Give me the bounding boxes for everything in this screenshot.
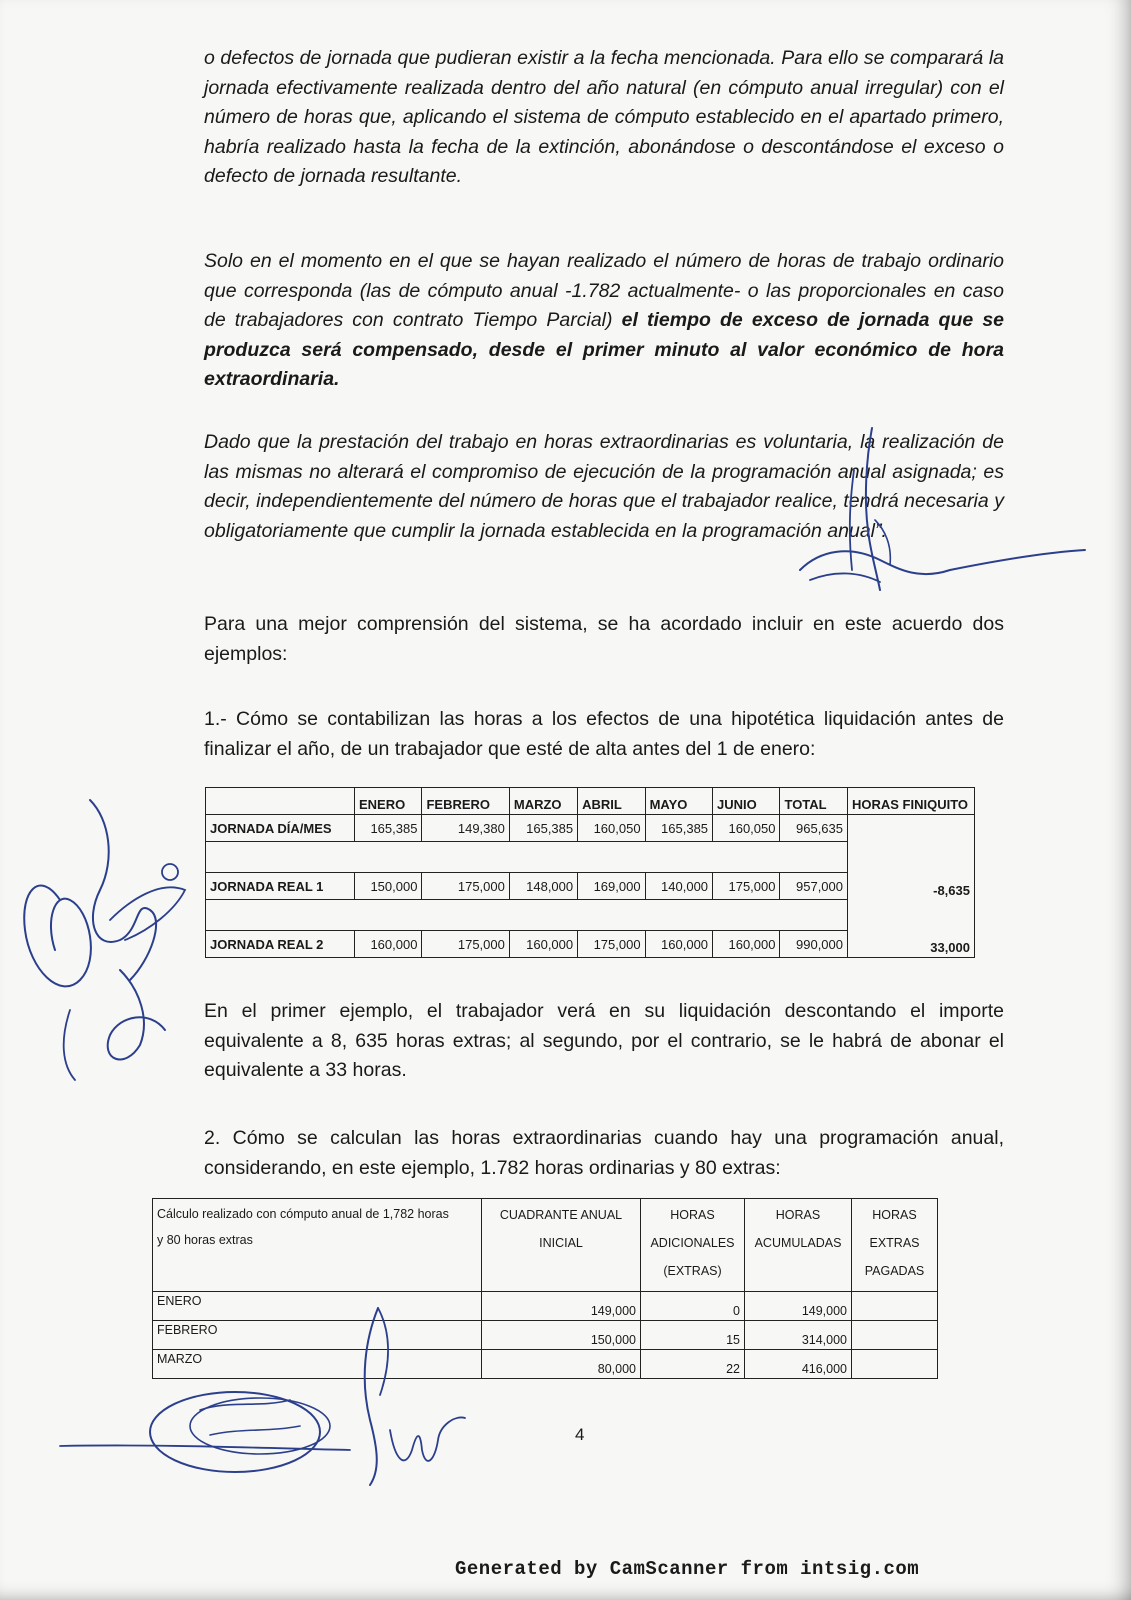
table-cell: 149,380 (422, 815, 509, 842)
description-line: Cálculo realizado con cómputo anual de 1,782 horas (157, 1207, 449, 1221)
table-cell: 160,000 (713, 931, 780, 958)
table-cell: 149,000 (482, 1292, 641, 1321)
paragraph-6: En el primer ejemplo, el trabajador verá en su liquidación descontando el importe equivalente a 8, 635 horas extras; al segundo, por el contrario, se le habrá de abonar el equivalente a 33 horas. (204, 1000, 1004, 1081)
column-header (852, 1199, 938, 1292)
header-line: HORAS (670, 1208, 715, 1222)
column-header (745, 1199, 852, 1292)
table-row (206, 873, 975, 900)
description-line: y 80 horas extras (157, 1233, 253, 1247)
table-row (206, 815, 975, 842)
column-header: MARZO (509, 788, 577, 815)
table-cell: 149,000 (745, 1292, 852, 1321)
table-cell: 175,000 (422, 873, 509, 900)
column-header: ABRIL (578, 788, 645, 815)
table-cell: 990,000 (780, 931, 848, 958)
header-line: HORAS (872, 1208, 917, 1222)
column-header: FEBRERO (422, 788, 509, 815)
camscanner-footer: Generated by CamScanner from intsig.com (455, 1558, 920, 1580)
table-cell: 22 (641, 1350, 745, 1379)
header-line: ADICIONALES (650, 1236, 735, 1250)
table-cell: 150,000 (482, 1321, 641, 1350)
header-line: CUADRANTE ANUAL (499, 1208, 623, 1222)
table-cell: 160,000 (645, 931, 712, 958)
table-cell: 416,000 (745, 1350, 852, 1379)
table-cell: 150,000 (355, 873, 422, 900)
paragraph-2-bold: el tiempo de exceso de jornada que se produzca será compensado, desde el primer minuto al valor económico de hora extraordinaria. (204, 309, 1005, 390)
row-label: JORNADA REAL 2 (206, 931, 355, 958)
table-cell: 160,000 (355, 931, 422, 958)
paragraph-2 (204, 247, 1004, 395)
column-header: TOTAL (780, 788, 848, 815)
header-line: (EXTRAS) (663, 1264, 722, 1278)
month-cell: FEBRERO (153, 1321, 482, 1350)
header-line: HORAS (775, 1208, 821, 1222)
table-cell (852, 1350, 938, 1379)
row-label: JORNADA REAL 1 (206, 873, 355, 900)
column-header: HORAS FINIQUITO (848, 788, 975, 815)
table-spacer (206, 900, 975, 931)
table-cell: 175,000 (578, 931, 645, 958)
column-header: ENERO (355, 788, 422, 815)
table-cell: 140,000 (645, 873, 712, 900)
paragraph-1: o defectos de jornada que pudieran existir a la fecha mencionada. Para ello se comparará la jornada efectivamente realizada dentro del año natural (en cómputo anual irregular) con el número de horas que, aplicando el sistema de cómputo establecido en el apartado primero, habría realizado hasta la fecha de la extinción, abonándose o descontándose el exceso o defecto de jornada resultante. (204, 47, 1004, 187)
table-cell: 314,000 (745, 1321, 852, 1350)
table-cell: 160,050 (713, 815, 780, 842)
paragraph-7: 2. Cómo se calculan las horas extraordinarias cuando hay una programación anual, considerando, en este ejemplo, 1.782 horas ordinarias y 80 extras: (204, 1127, 1004, 1179)
signature-right-margin (780, 420, 1100, 620)
table-cell: 165,385 (355, 815, 422, 842)
table-description (153, 1199, 482, 1292)
table-cell: 0 (641, 1292, 745, 1321)
finiquito-cell: 33,000 (848, 931, 975, 958)
column-header (641, 1199, 745, 1292)
header-line: INICIAL (539, 1236, 583, 1250)
table-cell: 165,385 (645, 815, 712, 842)
table-corner (206, 788, 355, 815)
signature-bottom-left (60, 1300, 480, 1490)
page-number: 4 (575, 1425, 585, 1444)
table-cell: 15 (641, 1321, 745, 1350)
header-line: PAGADAS (864, 1264, 925, 1278)
header-line: EXTRAS (869, 1236, 920, 1250)
table-header-row (153, 1199, 938, 1292)
table-cell: 965,635 (780, 815, 848, 842)
column-header (482, 1199, 641, 1292)
table-cell: 160,000 (509, 931, 577, 958)
table-cell: 169,000 (578, 873, 645, 900)
row-label: JORNADA DÍA/MES (206, 815, 355, 842)
paragraph-5: 1.- Cómo se contabilizan las horas a los efectos de una hipotética liquidación antes de finalizar el año, de un trabajador que esté de alta antes del 1 de enero: (204, 708, 1004, 760)
table-cell (852, 1321, 938, 1350)
paragraph-3: Dado que la prestación del trabajo en horas extraordinarias es voluntaria, la realización de las mismas no alterará el compromiso de ejecución de la programación anual asignada; es decir, independientemente del número de horas que el trabajador realice, tendrá necesaria y obligatoriamente que cumplir la jornada establecida en la programación anual”. (204, 431, 1004, 542)
table-cell: 80,000 (482, 1350, 641, 1379)
column-header: JUNIO (713, 788, 780, 815)
finiquito-cell: -8,635 (848, 873, 975, 900)
table-cell (852, 1292, 938, 1321)
paragraph-4: Para una mejor comprensión del sistema, se ha acordado incluir en este acuerdo dos ejemplos: (204, 613, 1004, 665)
paragraph-2-text: Solo en el momento en el que se hayan realizado el número de horas de trabajo ordinario que corresponda (las de cómputo anual -1.782 actualmente- o las proporcionales en caso de trabajadores con contrato Tiempo Parcial) (204, 250, 1004, 331)
table-row (206, 931, 975, 958)
table-header-row (206, 788, 975, 815)
table-spacer (206, 842, 975, 873)
header-line: ACUMULADAS (754, 1236, 842, 1250)
signature-left-margin (0, 780, 210, 1090)
finiquito-cell (848, 815, 975, 842)
month-cell: MARZO (153, 1350, 482, 1379)
table-cell: 175,000 (422, 931, 509, 958)
table-cell: 165,385 (509, 815, 577, 842)
table-cell: 148,000 (509, 873, 577, 900)
column-header: MAYO (645, 788, 712, 815)
month-cell: ENERO (153, 1292, 482, 1321)
table-cell: 957,000 (780, 873, 848, 900)
liquidation-table (205, 787, 975, 958)
table-cell: 175,000 (713, 873, 780, 900)
table-cell: 160,050 (578, 815, 645, 842)
